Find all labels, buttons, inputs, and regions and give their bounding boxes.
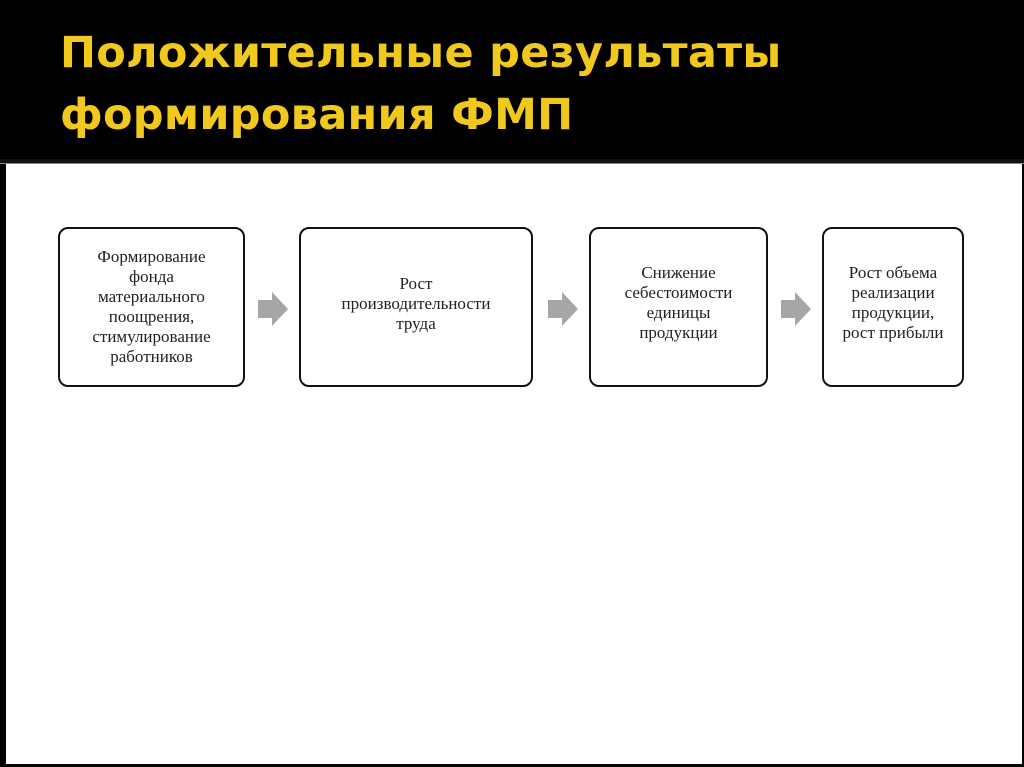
- slide-header: [0, 0, 1024, 160]
- process-step-label-2: Рост производительности труда: [341, 274, 491, 333]
- chevron-arrow-right-icon: [781, 292, 811, 326]
- process-step-label-3: Снижение себестоимости единицы продукции: [624, 263, 733, 342]
- process-step-label-4: Рост объема реализации продукции, рост прибыли: [842, 263, 944, 342]
- slide-title: [60, 22, 960, 146]
- chevron-arrow-right-icon: [258, 292, 288, 326]
- process-step-box-2: [299, 227, 533, 387]
- process-step-box-1: [58, 227, 245, 387]
- slide-title-line-2: формирования ФМП: [60, 90, 574, 140]
- process-step-box-3: [589, 227, 768, 387]
- process-step-box-4: [822, 227, 964, 387]
- slide-title-line-1: Положительные результаты: [60, 28, 782, 78]
- process-step-label-1: Формирование фонда материального поощрения, стимулирование работников: [92, 247, 211, 366]
- chevron-arrow-right-icon: [548, 292, 578, 326]
